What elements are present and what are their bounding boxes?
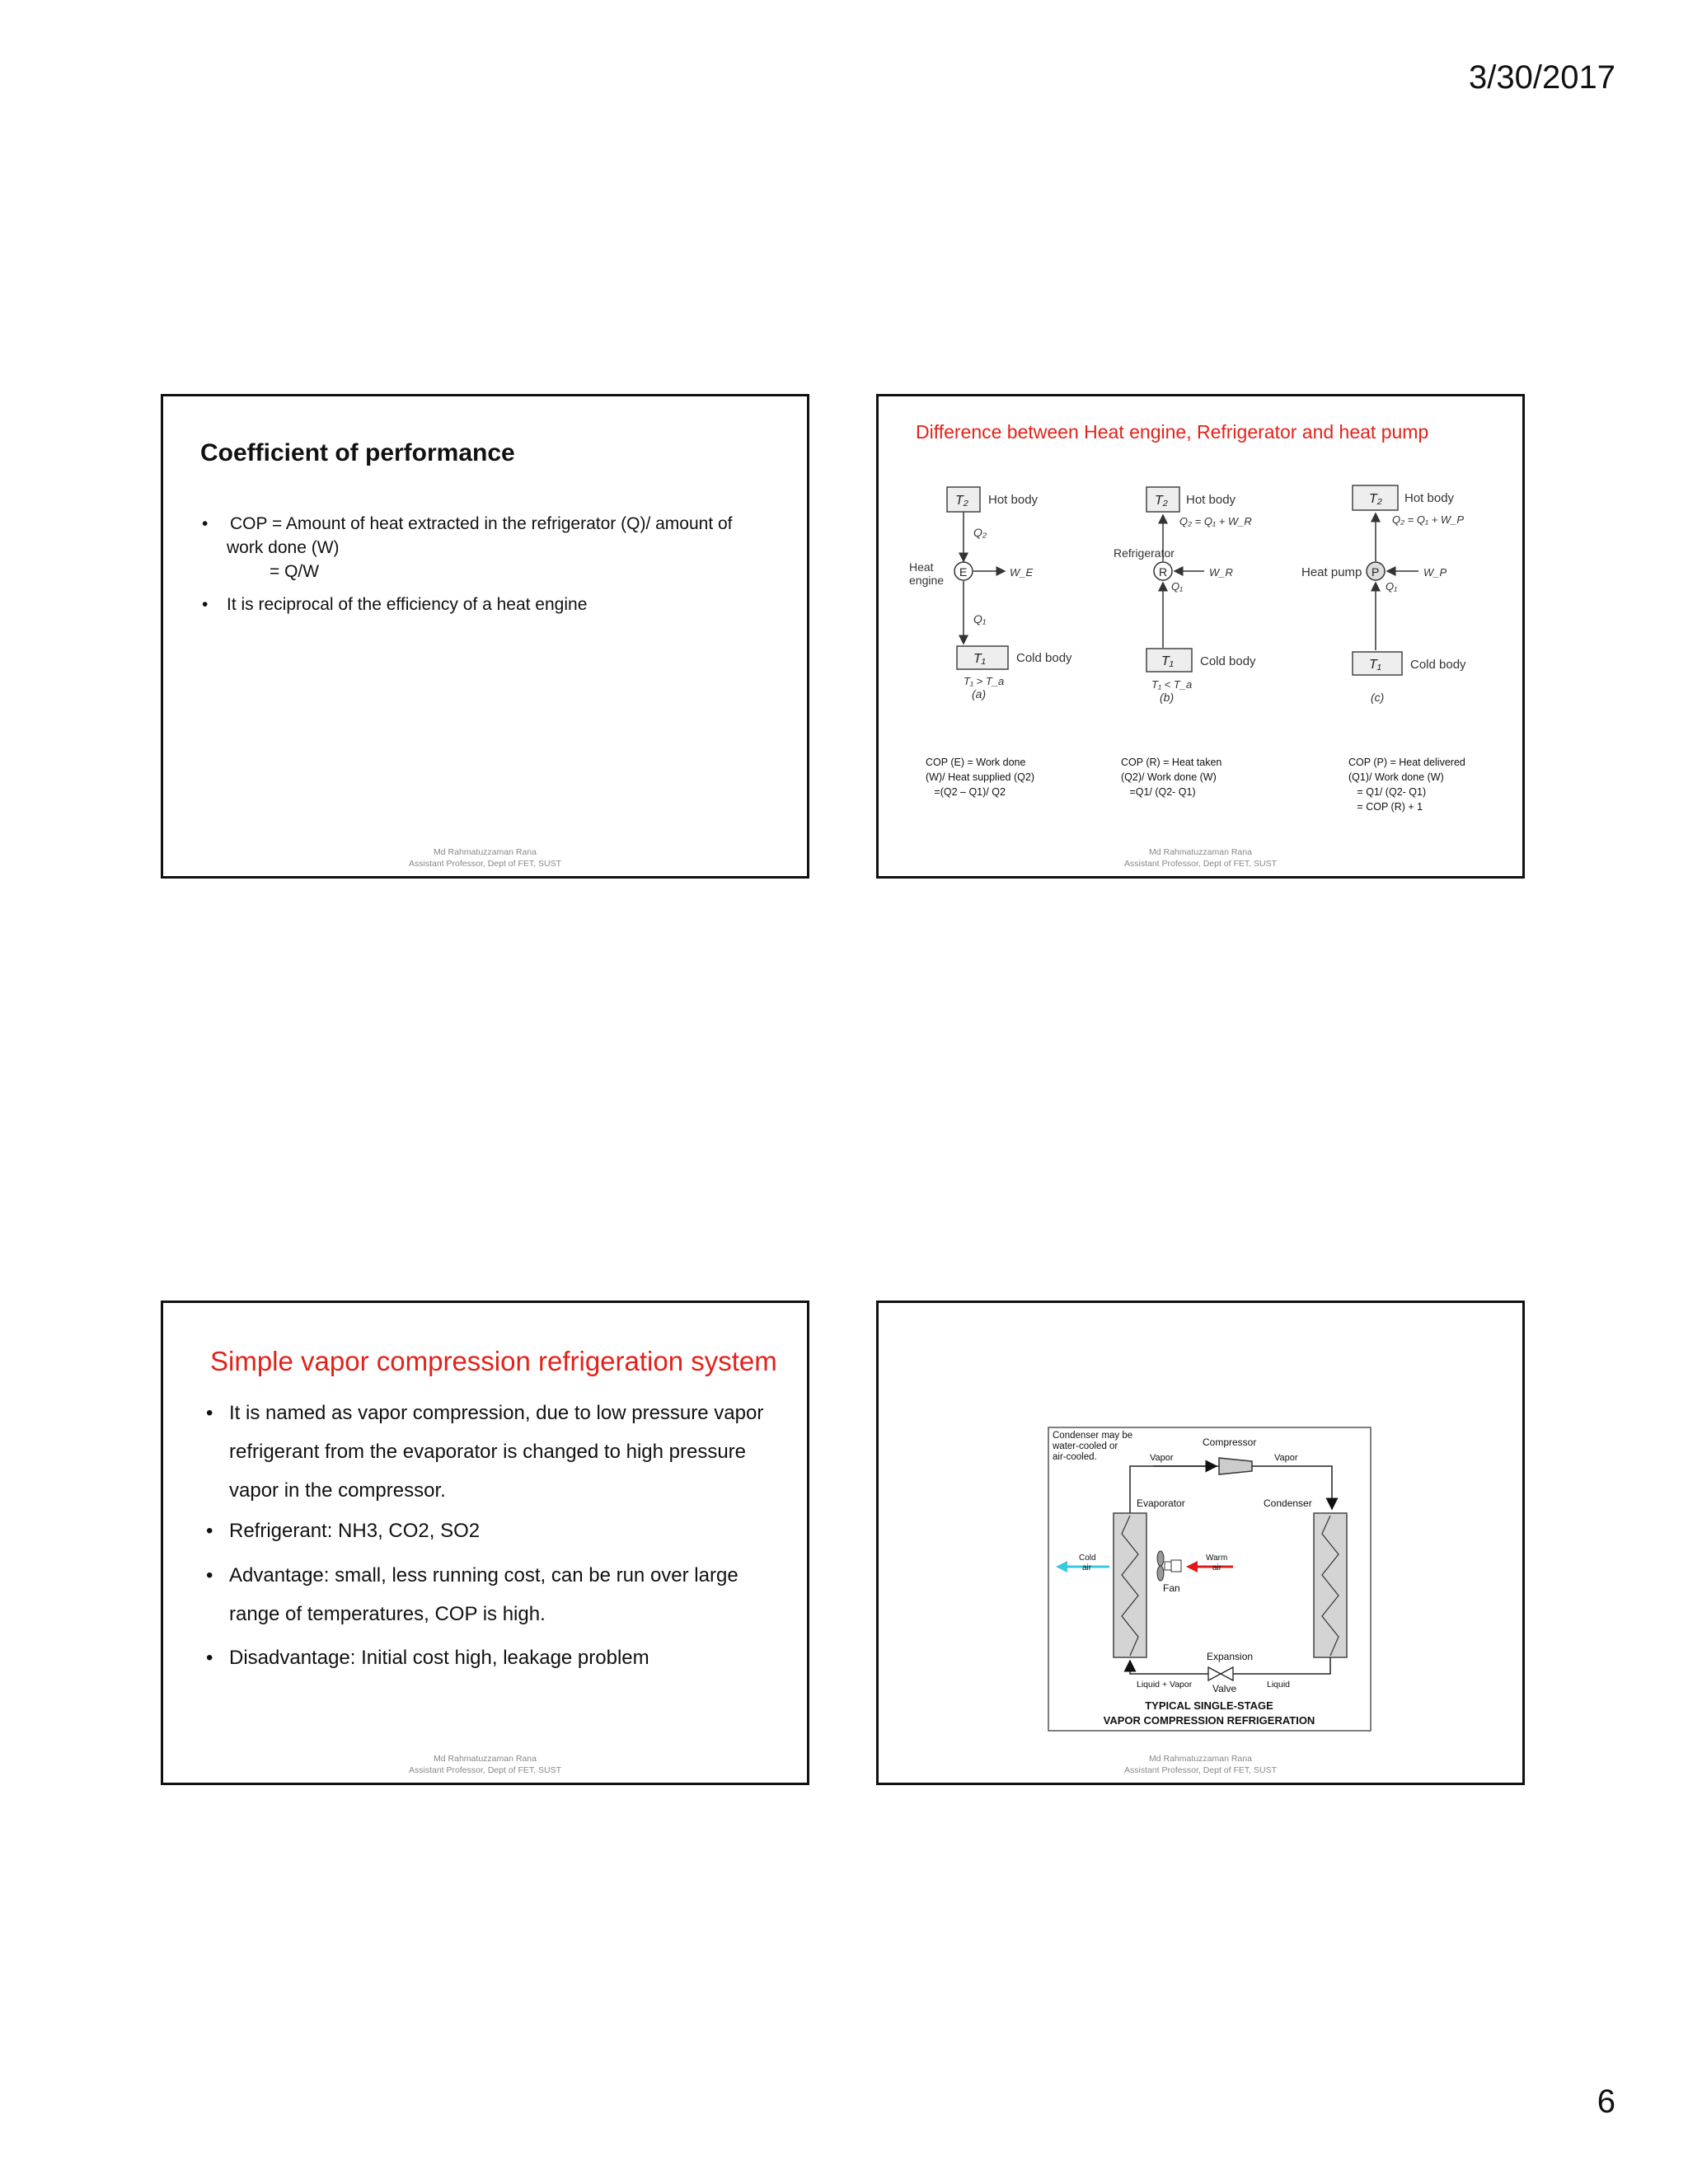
label-q2-r-equation: Q₂ = Q₁ + W_R: [1179, 515, 1252, 527]
bullet-cop-definition: [202, 512, 795, 583]
formula-line: (Q1)/ Work done (W): [1348, 771, 1444, 783]
label-b: (b): [1160, 691, 1175, 704]
bullet-dot: •: [202, 514, 209, 533]
bullet-text-line: COP = Amount of heat extracted in the refrigerator (Q)/ amount of: [230, 514, 733, 533]
slide-footer: [163, 1753, 807, 1776]
label-cold-body: Cold body: [1200, 654, 1256, 668]
bullet-naming: [206, 1394, 790, 1510]
vapor-compression-cycle-diagram: [1048, 1427, 1372, 1732]
formula-line: (Q2)/ Work done (W): [1121, 771, 1217, 783]
bullet-dot: •: [206, 1564, 213, 1586]
label-r: R: [1159, 565, 1168, 579]
footer-author: Md Rahmatuzzaman Rana: [434, 846, 537, 857]
bullet-dot: •: [202, 595, 209, 614]
label-t2: T₂: [1155, 494, 1168, 508]
bullet-text-line: refrigerant from the evaporator is changed to high pressure: [229, 1441, 747, 1463]
label-evaporator: Evaporator: [1137, 1497, 1185, 1509]
label-t2: T₂: [955, 494, 968, 508]
slide-heat-engine-comparison: [876, 394, 1525, 879]
bullet-text-line: work done (W): [227, 538, 340, 557]
slide-footer: [879, 1753, 1522, 1776]
diagram-caption-line: TYPICAL SINGLE-STAGE: [1145, 1699, 1273, 1712]
footer-affiliation: Assistant Professor, Dept of FET, SUST: [409, 1765, 561, 1775]
label-expansion: Expansion: [1207, 1651, 1254, 1662]
bullet-refrigerant: [206, 1511, 790, 1550]
label-cold: Cold: [1079, 1554, 1096, 1563]
heat-engine-refrigerator-pump-diagram: [907, 479, 1501, 759]
bullet-text: Disadvantage: Initial cost high, leakage problem: [229, 1647, 649, 1669]
label-q1: Q₁: [1171, 580, 1184, 593]
label-heat-pump: Heat pump: [1301, 565, 1362, 579]
bullet-text-line: range of temperatures, COP is high.: [229, 1603, 546, 1625]
label-condition-b: T₁ < T_a: [1151, 678, 1193, 691]
bullet-text-line: = Q/W: [270, 562, 320, 581]
label-fan: Fan: [1163, 1582, 1180, 1594]
bullet-text-line: vapor in the compressor.: [229, 1479, 446, 1502]
label-e: E: [959, 565, 968, 579]
label-t1: T₁: [973, 652, 986, 666]
slide-title: Coefficient of performance: [200, 439, 515, 466]
label-cold-air: air: [1082, 1563, 1092, 1572]
page-date: 3/30/2017: [1469, 59, 1615, 96]
label-q2-p-equation: Q₂ = Q₁ + W_P: [1392, 513, 1465, 526]
label-t2: T₂: [1369, 492, 1382, 506]
diagram-heat-pump: [1301, 485, 1466, 704]
note-line: Condenser may be: [1053, 1431, 1133, 1441]
label-q1: Q₁: [973, 612, 987, 626]
footer-affiliation: Assistant Professor, Dept of FET, SUST: [409, 858, 561, 869]
label-hot-body: Hot body: [988, 493, 1039, 507]
page-number: 6: [1597, 2083, 1615, 2120]
slide-vapor-compression: [161, 1301, 809, 1785]
slide-title: Difference between Heat engine, Refrigerator and heat pump: [916, 421, 1429, 443]
cop-heat-pump-formula: [1348, 755, 1465, 814]
label-c: (c): [1371, 691, 1385, 704]
label-t1: T₁: [1161, 654, 1174, 668]
label-wp: W_P: [1423, 566, 1447, 579]
footer-author: Md Rahmatuzzaman Rana: [1149, 1753, 1252, 1764]
footer-author: Md Rahmatuzzaman Rana: [1149, 846, 1252, 857]
footer-affiliation: Assistant Professor, Dept of FET, SUST: [1124, 858, 1277, 869]
label-we: W_E: [1010, 566, 1034, 579]
label-warm-air: air: [1212, 1563, 1222, 1572]
formula-line: (W)/ Heat supplied (Q2): [926, 771, 1034, 783]
formula-line: COP (E) = Work done: [926, 757, 1026, 768]
diagram-refrigerator: [1114, 487, 1256, 704]
bullet-advantage: [206, 1556, 790, 1633]
slide-coefficient-of-performance: [161, 394, 809, 879]
label-cold-body: Cold body: [1410, 658, 1466, 672]
label-warm: Warm: [1206, 1554, 1228, 1563]
label-engine: engine: [909, 574, 945, 587]
label-vapor-right: Vapor: [1274, 1453, 1298, 1463]
footer-affiliation: Assistant Professor, Dept of FET, SUST: [1124, 1765, 1277, 1775]
cop-refrigerator-formula: [1121, 755, 1221, 799]
label-compressor: Compressor: [1203, 1436, 1257, 1448]
bullet-dot: •: [206, 1402, 213, 1424]
label-hot-body: Hot body: [1404, 491, 1455, 505]
footer-author: Md Rahmatuzzaman Rana: [434, 1753, 537, 1764]
label-condition-a: T₁ > T_a: [964, 675, 1005, 687]
label-liquid-vapor: Liquid + Vapor: [1137, 1680, 1193, 1690]
bullet-text-line: Advantage: small, less running cost, can be run over large: [229, 1564, 738, 1586]
bullet-dot: •: [206, 1520, 213, 1542]
slide-footer: [163, 846, 807, 869]
bullet-disadvantage: [206, 1638, 790, 1677]
cop-engine-formula: [926, 755, 1034, 799]
label-t1: T₁: [1369, 658, 1381, 672]
formula-line: = Q1/ (Q2- Q1): [1348, 786, 1427, 798]
slide-vapor-compression-diagram: [876, 1301, 1525, 1785]
bullet-reciprocal: [202, 593, 795, 616]
label-a: (a): [972, 687, 987, 701]
label-hot-body: Hot body: [1186, 493, 1236, 507]
label-q2: Q₂: [973, 526, 987, 539]
note-line: water-cooled or: [1053, 1441, 1118, 1451]
label-heat: Heat: [909, 560, 934, 574]
label-p: P: [1372, 565, 1380, 579]
note-line: air-cooled.: [1053, 1452, 1097, 1462]
bullet-dot: •: [206, 1647, 213, 1669]
formula-line: =(Q2 – Q1)/ Q2: [926, 786, 1006, 798]
formula-line: COP (P) = Heat delivered: [1348, 757, 1465, 768]
label-valve: Valve: [1212, 1683, 1237, 1694]
formula-line: =Q1/ (Q2- Q1): [1121, 786, 1196, 798]
label-vapor-left: Vapor: [1150, 1453, 1174, 1463]
slide-title: Simple vapor compression refrigeration system: [210, 1346, 777, 1376]
label-wr: W_R: [1209, 566, 1233, 579]
label-refrigerator: Refrigerator: [1114, 546, 1175, 560]
label-liquid: Liquid: [1267, 1680, 1291, 1690]
label-condenser: Condenser: [1264, 1497, 1312, 1509]
slide-footer: [879, 846, 1522, 869]
label-cold-body: Cold body: [1016, 651, 1072, 665]
formula-line: COP (R) = Heat taken: [1121, 757, 1222, 768]
bullet-text-line: It is named as vapor compression, due to low pressure vapor: [229, 1402, 764, 1424]
diagram-heat-engine: [909, 487, 1072, 701]
formula-line: = COP (R) + 1: [1348, 801, 1423, 813]
label-q1: Q₁: [1386, 580, 1398, 593]
bullet-text: It is reciprocal of the efficiency of a heat engine: [227, 595, 588, 614]
diagram-caption-line: VAPOR COMPRESSION REFRIGERATION: [1103, 1714, 1315, 1727]
bullet-text: Refrigerant: NH3, CO2, SO2: [229, 1520, 481, 1542]
compressor-icon: [1219, 1458, 1252, 1474]
